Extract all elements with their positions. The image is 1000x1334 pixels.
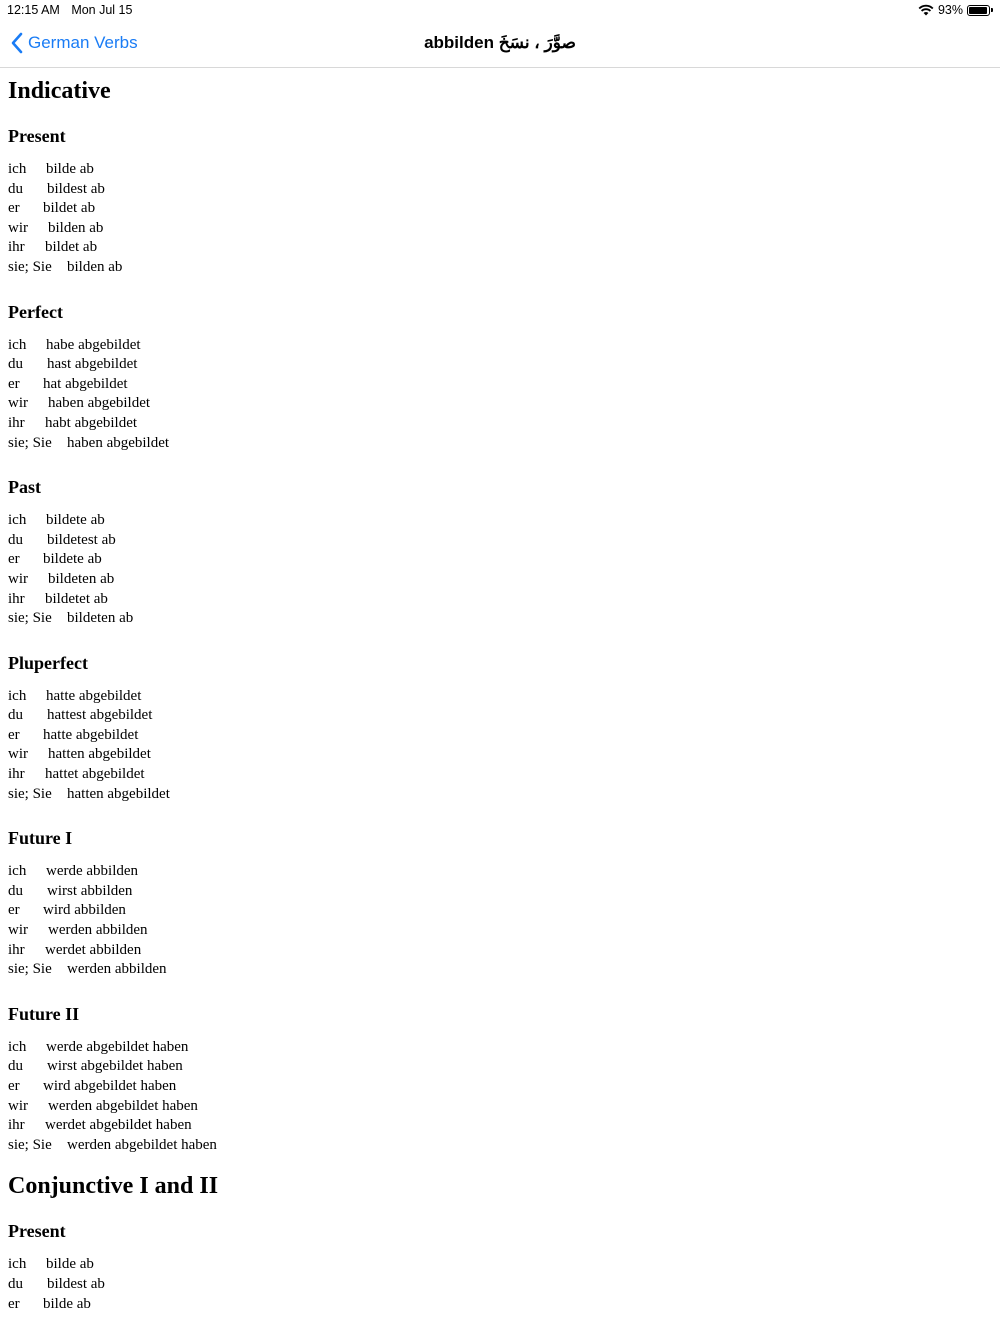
verb-form: hatte abgebildet (43, 726, 139, 743)
pronoun: du (8, 1058, 23, 1075)
conjugation-row (8, 375, 988, 395)
verb-form: werden abbilden (48, 922, 148, 939)
pronoun: ich (8, 687, 27, 704)
navigation-bar (0, 20, 1000, 68)
pronoun: ihr (8, 941, 25, 958)
verb-form: wird abbilden (43, 902, 126, 919)
pronoun: er (8, 902, 20, 919)
conjugation-list (8, 336, 988, 464)
verb-form: habe abgebildet (46, 336, 141, 353)
pronoun: sie; Sie (8, 1136, 52, 1153)
conjugation-row (8, 160, 988, 180)
pronoun: wir (8, 746, 28, 763)
pronoun: ihr (8, 590, 25, 607)
pronoun: er (8, 726, 20, 743)
pronoun: du (8, 707, 23, 724)
verb-form: haben abgebildet (48, 395, 151, 412)
verb-form: werde abgebildet haben (46, 1038, 189, 1055)
conjugation-content (8, 70, 988, 1324)
conjugation-row (8, 238, 988, 258)
pronoun: wir (8, 570, 28, 587)
pronoun: ich (8, 512, 27, 529)
conjugation-list (8, 1038, 988, 1166)
pronoun: sie; Sie (8, 961, 52, 978)
pronoun: er (8, 551, 20, 568)
pronoun: ich (8, 1256, 27, 1273)
conjugation-list (8, 862, 988, 990)
conjugation-row (8, 336, 988, 356)
pronoun: sie; Sie (8, 610, 52, 627)
pronoun: ich (8, 1038, 27, 1055)
verb-form: wirst abbilden (47, 882, 133, 899)
conjugation-row (8, 180, 988, 200)
tense-heading: Future I (8, 828, 73, 849)
verb-form: wird abgebildet haben (43, 1078, 177, 1094)
verb-form: bildete ab (46, 512, 105, 529)
conjugation-row (8, 765, 988, 785)
verb-form: bilde ab (43, 1295, 91, 1312)
pronoun: ihr (8, 1117, 25, 1134)
verb-form: bildet ab (43, 200, 96, 217)
pronoun: ich (8, 863, 27, 880)
pronoun: ihr (8, 766, 25, 783)
conjugation-row (8, 531, 988, 551)
conjugation-row (8, 921, 988, 941)
pronoun: ich (8, 161, 27, 177)
conjugation-row (8, 1097, 988, 1117)
tense-heading: Future II (8, 1003, 80, 1024)
verb-form: wirst abgebildet haben (47, 1058, 183, 1075)
conjugation-row (8, 511, 988, 531)
tense-heading: Past (8, 477, 41, 498)
pronoun: ihr (8, 239, 25, 256)
battery-percent: 93% (937, 3, 963, 17)
verb-form: bilde ab (46, 161, 94, 177)
verb-form: haben abgebildet (67, 434, 170, 451)
verb-form: bildest ab (47, 1275, 105, 1292)
pronoun: ihr (8, 414, 25, 431)
pronoun: sie; Sie (8, 434, 52, 451)
status-time: 12:15 AM (7, 3, 60, 17)
verb-form: hat abgebildet (43, 375, 128, 392)
pronoun: er (8, 1295, 20, 1312)
conjugation-row (8, 550, 988, 570)
conjugation-row (8, 434, 988, 454)
tense-heading: Pluperfect (8, 652, 88, 673)
back-button-label: German Verbs (28, 33, 138, 52)
page-title: abbilden صوَّرَ ، نسَخَ (424, 33, 576, 52)
pronoun: sie; Sie (8, 785, 52, 802)
verb-form: bilden ab (48, 219, 104, 236)
wifi-icon (918, 4, 934, 16)
verb-form: werden abgebildet haben (48, 1097, 198, 1114)
conjugation-list (8, 511, 988, 639)
verb-form: werden abbilden (67, 961, 167, 978)
verb-form: hast abgebildet (47, 356, 138, 373)
conjugation-row (8, 745, 988, 765)
conjugation-row (8, 882, 988, 902)
battery-nub (991, 8, 993, 12)
verb-form: bildete ab (43, 551, 102, 568)
conjugation-row (8, 1057, 988, 1077)
conjugation-row (8, 862, 988, 882)
conjugation-list (8, 160, 988, 288)
conjugation-row (8, 590, 988, 610)
verb-form: hatten abgebildet (48, 746, 151, 763)
conjugation-row (8, 941, 988, 961)
verb-form: werdet abbilden (45, 941, 142, 958)
pronoun: du (8, 180, 23, 197)
verb-form: habt abgebildet (45, 414, 138, 431)
mood-heading: Conjunctive I and II (8, 1173, 219, 1200)
conjugation-row (8, 901, 988, 921)
conjugation-row (8, 706, 988, 726)
pronoun: wir (8, 219, 28, 236)
verb-form: bildetest ab (47, 531, 116, 548)
pronoun: du (8, 356, 23, 373)
pronoun: er (8, 200, 20, 217)
conjugation-row (8, 687, 988, 707)
conjugation-row (8, 1275, 988, 1295)
status-date: Mon Jul 15 (71, 3, 133, 17)
conjugation-row (8, 1077, 988, 1097)
conjugation-row (8, 1295, 988, 1315)
conjugation-row (8, 609, 988, 629)
verb-form: bilden ab (67, 258, 123, 275)
pronoun: wir (8, 395, 28, 412)
conjugation-row (8, 726, 988, 746)
verb-form: werde abbilden (46, 863, 139, 880)
conjugation-row (8, 199, 988, 219)
conjugation-row (8, 960, 988, 980)
conjugation-row (8, 219, 988, 239)
pronoun: du (8, 882, 23, 899)
conjugation-row (8, 258, 988, 278)
pronoun: du (8, 531, 23, 548)
pronoun: du (8, 1275, 23, 1292)
tense-heading: Present (8, 126, 66, 146)
verb-form: bildeten ab (48, 570, 115, 587)
battery-icon (967, 5, 990, 16)
verb-form: hatte abgebildet (46, 687, 142, 704)
conjugation-row (8, 1116, 988, 1136)
verb-form: werden abgebildet haben (67, 1136, 217, 1153)
conjugation-row (8, 394, 988, 414)
conjugation-row (8, 1255, 988, 1275)
conjugation-row (8, 785, 988, 805)
verb-form: bildest ab (47, 180, 105, 197)
tense-heading: Perfect (8, 301, 63, 322)
conjugation-row (8, 1136, 988, 1156)
pronoun: wir (8, 922, 28, 939)
verb-form: werdet abgebildet haben (45, 1117, 192, 1134)
pronoun: er (8, 1078, 20, 1094)
pronoun: wir (8, 1097, 28, 1114)
pronoun: er (8, 375, 20, 392)
status-bar (0, 0, 1000, 20)
pronoun: sie; Sie (8, 258, 52, 275)
conjugation-row (8, 570, 988, 590)
verb-form: hattet abgebildet (45, 766, 145, 783)
tense-heading: Present (8, 1221, 66, 1242)
verb-form: bilde ab (46, 1256, 94, 1273)
verb-form: hatten abgebildet (67, 785, 170, 802)
verb-form: bildet ab (45, 239, 98, 256)
conjugation-list (8, 687, 988, 815)
verb-form: hattest abgebildet (47, 707, 153, 724)
pronoun: ich (8, 336, 27, 353)
mood-heading: Indicative (8, 78, 111, 104)
verb-form: bildeten ab (67, 610, 134, 627)
conjugation-row (8, 355, 988, 375)
verb-form: bildetet ab (45, 590, 108, 607)
conjugation-row (8, 1038, 988, 1058)
conjugation-row (8, 414, 988, 434)
conjugation-list (8, 1255, 988, 1324)
